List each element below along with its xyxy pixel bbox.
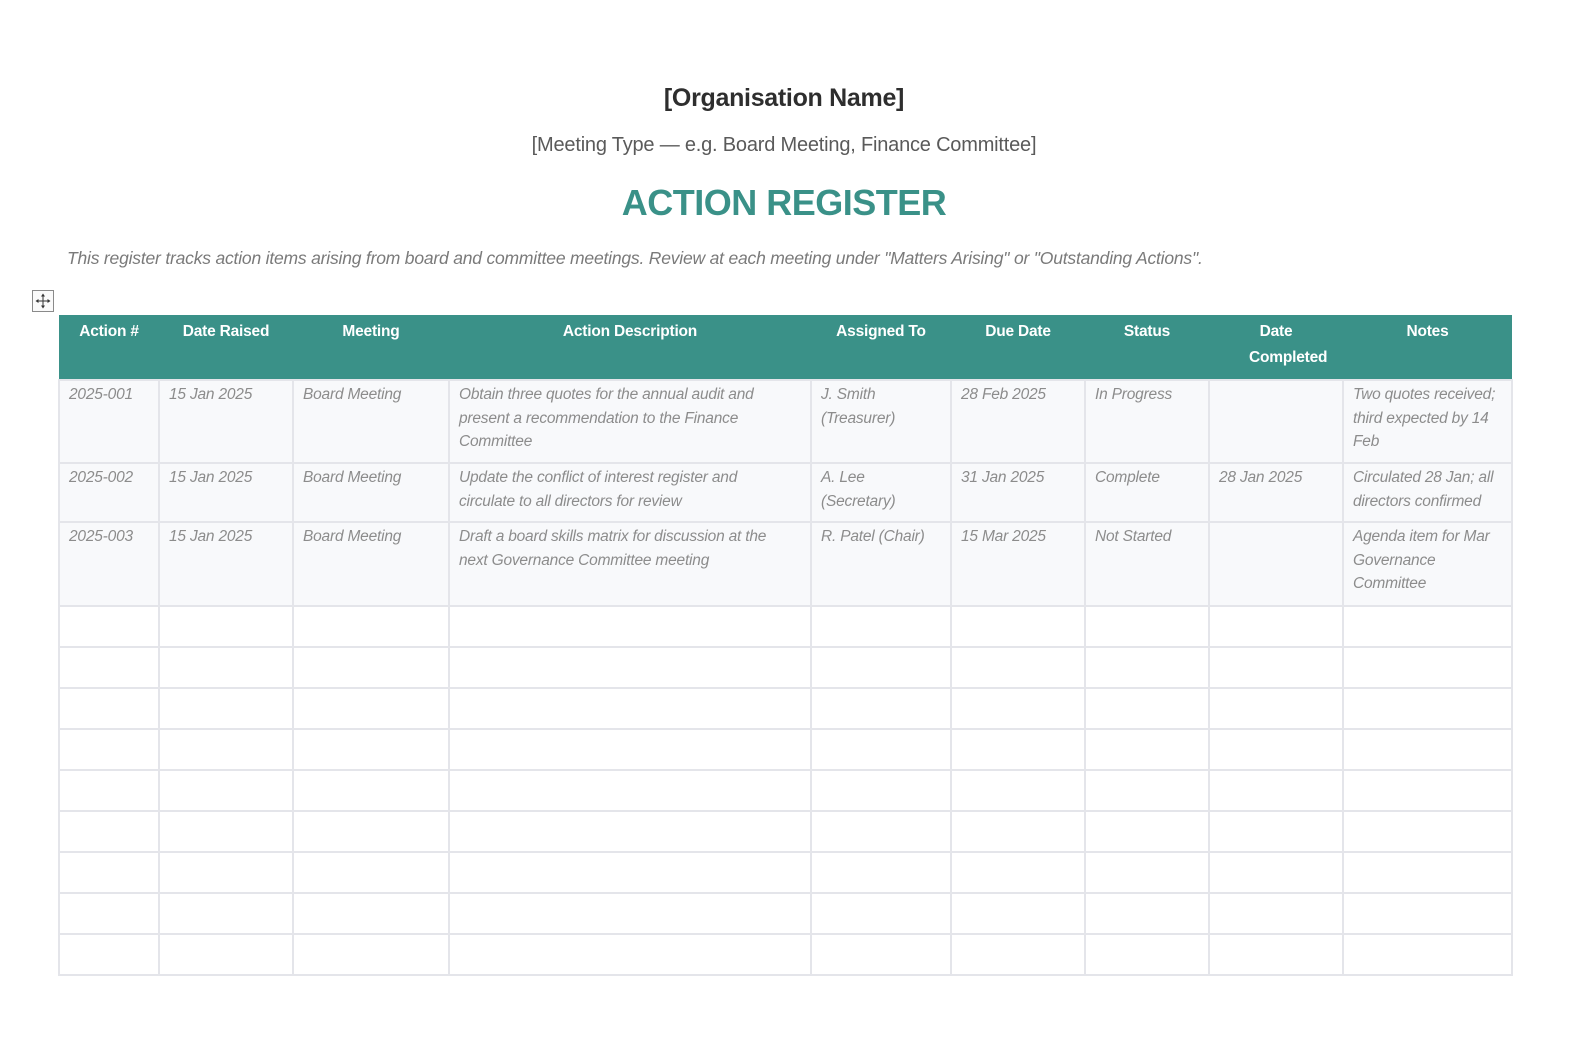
empty-cell[interactable]	[293, 688, 449, 729]
empty-cell[interactable]	[1209, 729, 1343, 770]
empty-cell[interactable]	[811, 934, 951, 975]
empty-cell[interactable]	[59, 811, 159, 852]
empty-cell[interactable]	[293, 770, 449, 811]
empty-cell[interactable]	[1343, 647, 1512, 688]
empty-cell[interactable]	[59, 729, 159, 770]
empty-cell[interactable]	[1343, 811, 1512, 852]
empty-rows	[59, 606, 1512, 975]
header-assigned-to: Assigned To	[811, 315, 951, 380]
cell-assigned-to[interactable]: A. Lee (Secretary)	[811, 463, 951, 522]
cell-due-date[interactable]: 31 Jan 2025	[951, 463, 1085, 522]
cell-action-number[interactable]: 2025-001	[59, 380, 159, 463]
header-meeting: Meeting	[293, 315, 449, 380]
empty-cell[interactable]	[811, 688, 951, 729]
cell-action-number[interactable]: 2025-002	[59, 463, 159, 522]
empty-cell[interactable]	[1085, 688, 1209, 729]
empty-cell[interactable]	[1085, 606, 1209, 647]
empty-table-row	[59, 647, 1512, 688]
empty-cell[interactable]	[1343, 852, 1512, 893]
empty-cell[interactable]	[159, 811, 293, 852]
empty-table-row	[59, 893, 1512, 934]
empty-cell[interactable]	[293, 852, 449, 893]
empty-cell[interactable]	[59, 688, 159, 729]
empty-cell[interactable]	[59, 934, 159, 975]
empty-cell[interactable]	[1085, 934, 1209, 975]
cell-status[interactable]: Not Started	[1085, 522, 1209, 606]
header-due-date: Due Date	[951, 315, 1085, 380]
empty-cell[interactable]	[811, 606, 951, 647]
cell-assigned-to[interactable]: J. Smith (Treasurer)	[811, 380, 951, 463]
cell-status[interactable]: In Progress	[1085, 380, 1209, 463]
empty-table-row	[59, 934, 1512, 975]
empty-cell[interactable]	[811, 770, 951, 811]
empty-cell[interactable]	[1343, 770, 1512, 811]
cell-assigned-to[interactable]: R. Patel (Chair)	[811, 522, 951, 606]
empty-table-row	[59, 606, 1512, 647]
page-title: ACTION REGISTER	[621, 182, 947, 223]
empty-cell[interactable]	[293, 606, 449, 647]
empty-cell[interactable]	[449, 770, 811, 811]
empty-cell[interactable]	[159, 729, 293, 770]
empty-cell[interactable]	[1209, 770, 1343, 811]
empty-cell[interactable]	[951, 606, 1085, 647]
empty-cell[interactable]	[1343, 688, 1512, 729]
empty-cell[interactable]	[1085, 893, 1209, 934]
empty-cell[interactable]	[1209, 647, 1343, 688]
empty-cell[interactable]	[811, 729, 951, 770]
cell-meeting[interactable]: Board Meeting	[293, 380, 449, 463]
empty-cell[interactable]	[449, 811, 811, 852]
empty-cell[interactable]	[1209, 893, 1343, 934]
empty-table-row	[59, 852, 1512, 893]
organisation-name: [Organisation Name]	[663, 84, 905, 112]
empty-table-row	[59, 811, 1512, 852]
table-row	[59, 522, 1512, 606]
empty-cell[interactable]	[449, 606, 811, 647]
empty-cell[interactable]	[449, 688, 811, 729]
table-row	[59, 463, 1512, 522]
empty-cell[interactable]	[811, 647, 951, 688]
header-notes: Notes	[1343, 315, 1512, 380]
empty-cell[interactable]	[1085, 811, 1209, 852]
empty-cell[interactable]	[59, 647, 159, 688]
empty-cell[interactable]	[293, 934, 449, 975]
empty-cell[interactable]	[1343, 606, 1512, 647]
header-action-description: Action Description	[449, 315, 811, 380]
empty-cell[interactable]	[951, 688, 1085, 729]
cell-date-completed[interactable]: 28 Jan 2025	[1209, 463, 1343, 522]
empty-cell[interactable]	[59, 770, 159, 811]
empty-table-row	[59, 688, 1512, 729]
empty-cell[interactable]	[1085, 729, 1209, 770]
header-action-number: Action #	[59, 315, 159, 380]
meeting-type: [Meeting Type — e.g. Board Meeting, Finance Committee]	[531, 134, 1037, 156]
header-status: Status	[1085, 315, 1209, 380]
action-register-table	[58, 315, 1513, 976]
empty-cell[interactable]	[1209, 606, 1343, 647]
cell-notes[interactable]: Circulated 28 Jan; all directors confirmed	[1343, 463, 1512, 522]
empty-cell[interactable]	[1209, 811, 1343, 852]
empty-cell[interactable]	[449, 852, 811, 893]
cell-action-description[interactable]: Obtain three quotes for the annual audit and present a recommendation to the Finance Committee	[449, 380, 811, 463]
empty-cell[interactable]	[59, 852, 159, 893]
table-header-row	[59, 315, 1512, 380]
empty-table-row	[59, 729, 1512, 770]
header-date-completed: Date Completed	[1209, 315, 1343, 380]
empty-cell[interactable]	[159, 606, 293, 647]
empty-cell[interactable]	[1209, 688, 1343, 729]
intro-paragraph: This register tracks action items arising from board and committee meetings. Review at each meeting under "Matters Arising" or "Outstanding Actions".	[67, 248, 1203, 268]
cell-meeting[interactable]: Board Meeting	[293, 522, 449, 606]
empty-cell[interactable]	[59, 893, 159, 934]
cell-date-raised[interactable]: 15 Jan 2025	[159, 380, 293, 463]
empty-cell[interactable]	[1343, 934, 1512, 975]
empty-cell[interactable]	[449, 893, 811, 934]
empty-cell[interactable]	[59, 606, 159, 647]
empty-table-row	[59, 770, 1512, 811]
cell-notes[interactable]: Two quotes received; third expected by 14 Feb	[1343, 380, 1512, 463]
header-date-raised: Date Raised	[159, 315, 293, 380]
empty-cell[interactable]	[1209, 852, 1343, 893]
empty-cell[interactable]	[449, 934, 811, 975]
empty-cell[interactable]	[1343, 893, 1512, 934]
cell-notes[interactable]: Agenda item for Mar Governance Committee	[1343, 522, 1512, 606]
cell-status[interactable]: Complete	[1085, 463, 1209, 522]
empty-cell[interactable]	[159, 934, 293, 975]
empty-cell[interactable]	[293, 647, 449, 688]
cell-date-raised[interactable]: 15 Jan 2025	[159, 463, 293, 522]
cell-due-date[interactable]: 15 Mar 2025	[951, 522, 1085, 606]
cell-action-description[interactable]: Update the conflict of interest register and circulate to all directors for review	[449, 463, 811, 522]
empty-cell[interactable]	[293, 811, 449, 852]
empty-cell[interactable]	[1085, 647, 1209, 688]
empty-cell[interactable]	[811, 811, 951, 852]
empty-cell[interactable]	[159, 852, 293, 893]
empty-cell[interactable]	[811, 893, 951, 934]
empty-cell[interactable]	[159, 647, 293, 688]
empty-cell[interactable]	[1209, 934, 1343, 975]
table-move-handle[interactable]	[32, 290, 54, 312]
empty-cell[interactable]	[951, 852, 1085, 893]
empty-cell[interactable]	[951, 770, 1085, 811]
empty-cell[interactable]	[811, 852, 951, 893]
empty-cell[interactable]	[951, 647, 1085, 688]
empty-cell[interactable]	[449, 647, 811, 688]
empty-cell[interactable]	[293, 893, 449, 934]
empty-cell[interactable]	[951, 934, 1085, 975]
table-row	[59, 380, 1512, 463]
cell-due-date[interactable]: 28 Feb 2025	[951, 380, 1085, 463]
empty-cell[interactable]	[951, 729, 1085, 770]
cell-action-description[interactable]: Draft a board skills matrix for discussion at the next Governance Committee meeting	[449, 522, 811, 606]
empty-cell[interactable]	[951, 811, 1085, 852]
cell-action-number[interactable]: 2025-003	[59, 522, 159, 606]
empty-cell[interactable]	[1343, 729, 1512, 770]
cell-date-completed[interactable]	[1209, 522, 1343, 606]
cell-meeting[interactable]: Board Meeting	[293, 463, 449, 522]
empty-cell[interactable]	[449, 729, 811, 770]
empty-cell[interactable]	[159, 688, 293, 729]
cell-date-raised[interactable]: 15 Jan 2025	[159, 522, 293, 606]
empty-cell[interactable]	[293, 729, 449, 770]
empty-cell[interactable]	[1085, 770, 1209, 811]
empty-cell[interactable]	[1085, 852, 1209, 893]
empty-cell[interactable]	[159, 893, 293, 934]
empty-cell[interactable]	[951, 893, 1085, 934]
cell-date-completed[interactable]	[1209, 380, 1343, 463]
move-arrows-icon	[35, 293, 51, 309]
empty-cell[interactable]	[159, 770, 293, 811]
